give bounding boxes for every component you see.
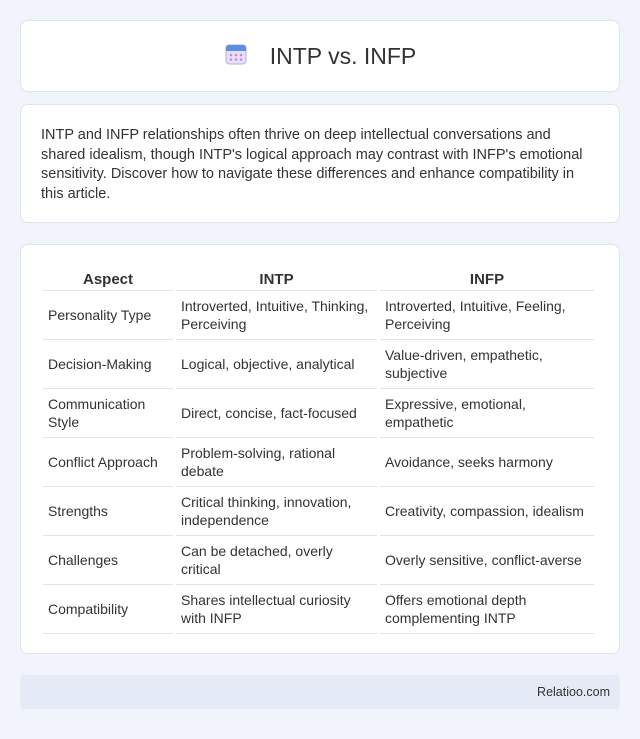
table-row [43, 389, 594, 438]
cell-infp: Avoidance, seeks harmony [380, 438, 594, 487]
footer-brand[interactable]: Relatioo.com [537, 685, 610, 699]
cell-intp: Shares intellectual curiosity with INFP [176, 585, 377, 634]
calendar-icon [224, 42, 248, 71]
cell-infp: Creativity, compassion, idealism [380, 487, 594, 536]
comparison-table [40, 265, 597, 634]
page-title: INTP vs. INFP [269, 42, 417, 69]
intro-paragraph: INTP and INFP relationships often thrive on deep intellectual conversations and shared idealism, though INTP's logical approach may contrast with INFP's emotional sensitivity. Discover how to navigate these differences and enhance compatibility in this article. [41, 127, 583, 202]
cell-infp: Value-driven, empathetic, subjective [380, 340, 594, 389]
cell-infp: Introverted, Intuitive, Feeling, Perceiving [380, 291, 594, 340]
intro-card [20, 104, 620, 223]
cell-infp: Expressive, emotional, empathetic [380, 389, 594, 438]
table-row [43, 487, 594, 536]
table-header-row [43, 265, 594, 291]
table-row [43, 438, 594, 487]
cell-aspect: Personality Type [43, 291, 173, 340]
cell-intp: Can be detached, overly critical [176, 536, 377, 585]
table-row [43, 536, 594, 585]
cell-infp: Overly sensitive, conflict-averse [380, 536, 594, 585]
header-aspect: Aspect [43, 265, 173, 291]
cell-infp: Offers emotional depth complementing INTP [380, 585, 594, 634]
cell-aspect: Decision-Making [43, 340, 173, 389]
cell-aspect: Compatibility [43, 585, 173, 634]
cell-intp: Direct, concise, fact-focused [176, 389, 377, 438]
table-row [43, 340, 594, 389]
cell-intp: Logical, objective, analytical [176, 340, 377, 389]
table-card [20, 244, 620, 654]
footer [20, 675, 620, 709]
cell-intp: Critical thinking, innovation, independence [176, 487, 377, 536]
cell-aspect: Challenges [43, 536, 173, 585]
table-row [43, 585, 594, 634]
cell-intp: Problem-solving, rational debate [176, 438, 377, 487]
header-intp: INTP [176, 265, 377, 291]
cell-aspect: Communication Style [43, 389, 173, 438]
header-infp: INFP [380, 265, 594, 291]
cell-aspect: Strengths [43, 487, 173, 536]
cell-aspect: Conflict Approach [43, 438, 173, 487]
header-card [20, 20, 620, 92]
table-row [43, 291, 594, 340]
title-wrap [224, 42, 417, 71]
cell-intp: Introverted, Intuitive, Thinking, Perceiving [176, 291, 377, 340]
